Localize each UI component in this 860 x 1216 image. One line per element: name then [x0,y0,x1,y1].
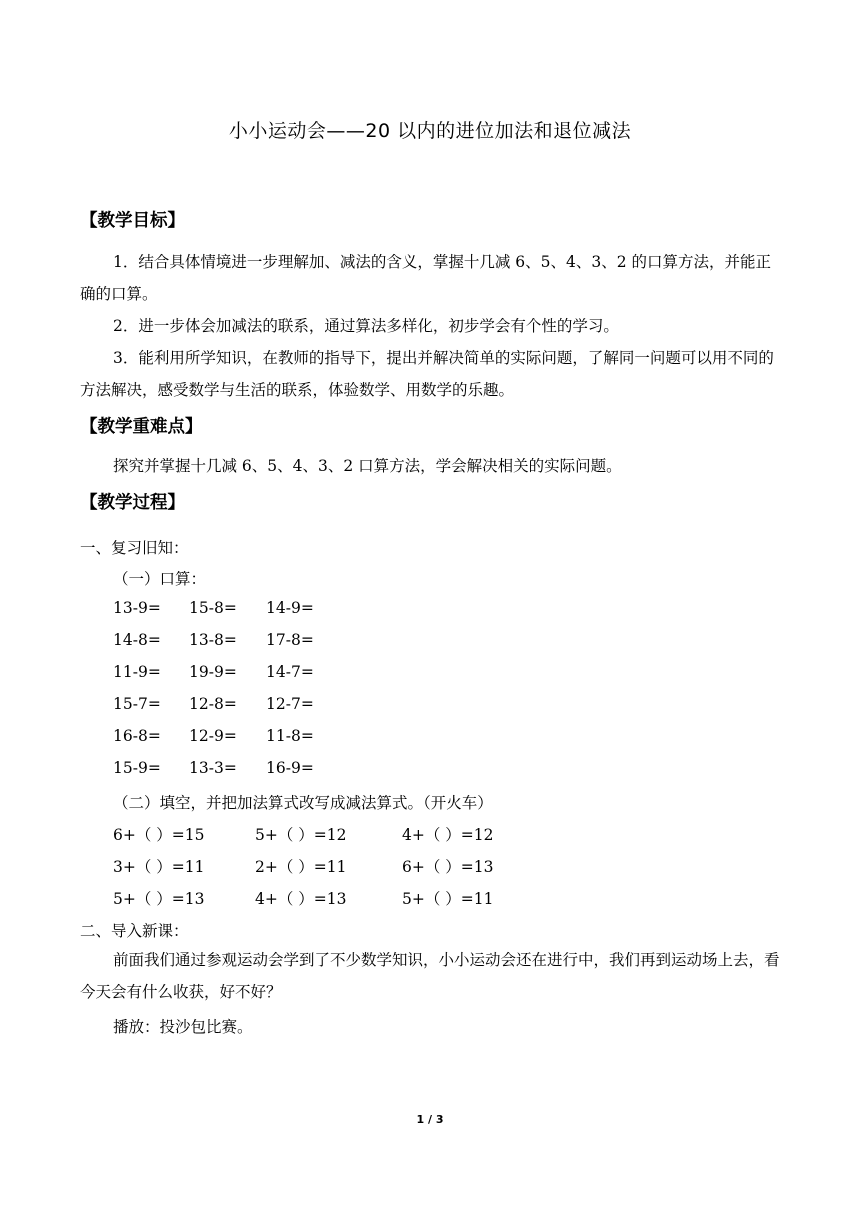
fill-in-item: 5+（ ）=12 [255,826,347,844]
mental-math-item: 12-8= [189,695,237,713]
mental-math-title: （一）口算： [113,570,207,588]
mental-math-item: 16-9= [266,759,314,777]
fill-in-item: 6+（ ）=15 [113,826,205,844]
mental-math-item: 14-7= [266,663,314,681]
mental-math-row [0,631,860,651]
mental-math-item: 15-9= [113,759,161,777]
key-points-text: 探究并掌握十几减 6、5、4、3、2 口算方法，学会解决相关的实际问题。 [113,457,622,475]
mental-math-item: 14-8= [113,631,161,649]
mental-math-item: 17-8= [266,631,314,649]
mental-math-row [0,695,860,715]
fill-in-row [0,823,860,843]
fill-in-item: 5+（ ）=13 [113,890,205,908]
intro-title: 二、导入新课： [80,922,189,940]
objectives-heading: 【教学目标】 [80,211,185,231]
objective-item-3: 3．能利用所学知识，在教师的指导下，提出并解决简单的实际问题，了解同一问题可以用不同的方法解决，感受数学与生活的联系，体验数学、用数学的乐趣。 [80,349,774,399]
play-text: 播放：投沙包比赛。 [113,1018,253,1036]
review-title: 一、复习旧知： [80,539,189,557]
fill-in-title: （二）填空，并把加法算式改写成减法算式。（开火车） [113,794,493,812]
mental-math-item: 11-8= [266,727,314,745]
mental-math-item: 15-7= [113,695,161,713]
mental-math-item: 12-9= [189,727,237,745]
objective-item-2: 2．进一步体会加减法的联系，通过算法多样化，初步学会有个性的学习。 [113,317,619,335]
fill-in-item: 4+（ ）=13 [255,890,347,908]
objective-item-1: 1．结合具体情境进一步理解加、减法的含义，掌握十几减 6、5、4、3、2 的口算方法，并能正确的口算。 [80,253,772,303]
intro-text: 前面我们通过参观运动会学到了不少数学知识，小小运动会还在进行中，我们再到运动场上去，看今天会有什么收获，好不好？ [80,951,780,1001]
mental-math-item: 19-9= [189,663,237,681]
fill-in-item: 2+（ ）=11 [255,858,347,876]
mental-math-item: 11-9= [113,663,161,681]
mental-math-item: 13-3= [189,759,237,777]
mental-math-item: 14-9= [266,599,314,617]
fill-in-item: 3+（ ）=11 [113,858,205,876]
fill-in-row [0,887,860,907]
mental-math-row [0,663,860,683]
mental-math-row [0,599,860,619]
fill-in-item: 4+（ ）=12 [402,826,494,844]
process-heading: 【教学过程】 [80,493,185,513]
mental-math-item: 16-8= [113,727,161,745]
mental-math-item: 12-7= [266,695,314,713]
mental-math-row [0,727,860,747]
fill-in-row [0,855,860,875]
mental-math-item: 15-8= [189,599,237,617]
fill-in-item: 5+（ ）=11 [402,890,494,908]
key-points-heading: 【教学重难点】 [80,417,203,437]
page-number: 1 / 3 [416,1113,444,1126]
mental-math-item: 13-8= [189,631,237,649]
fill-in-item: 6+（ ）=13 [402,858,494,876]
document-title: 小小运动会——20 以内的进位加法和退位减法 [228,120,632,142]
mental-math-row [0,759,860,779]
mental-math-item: 13-9= [113,599,161,617]
